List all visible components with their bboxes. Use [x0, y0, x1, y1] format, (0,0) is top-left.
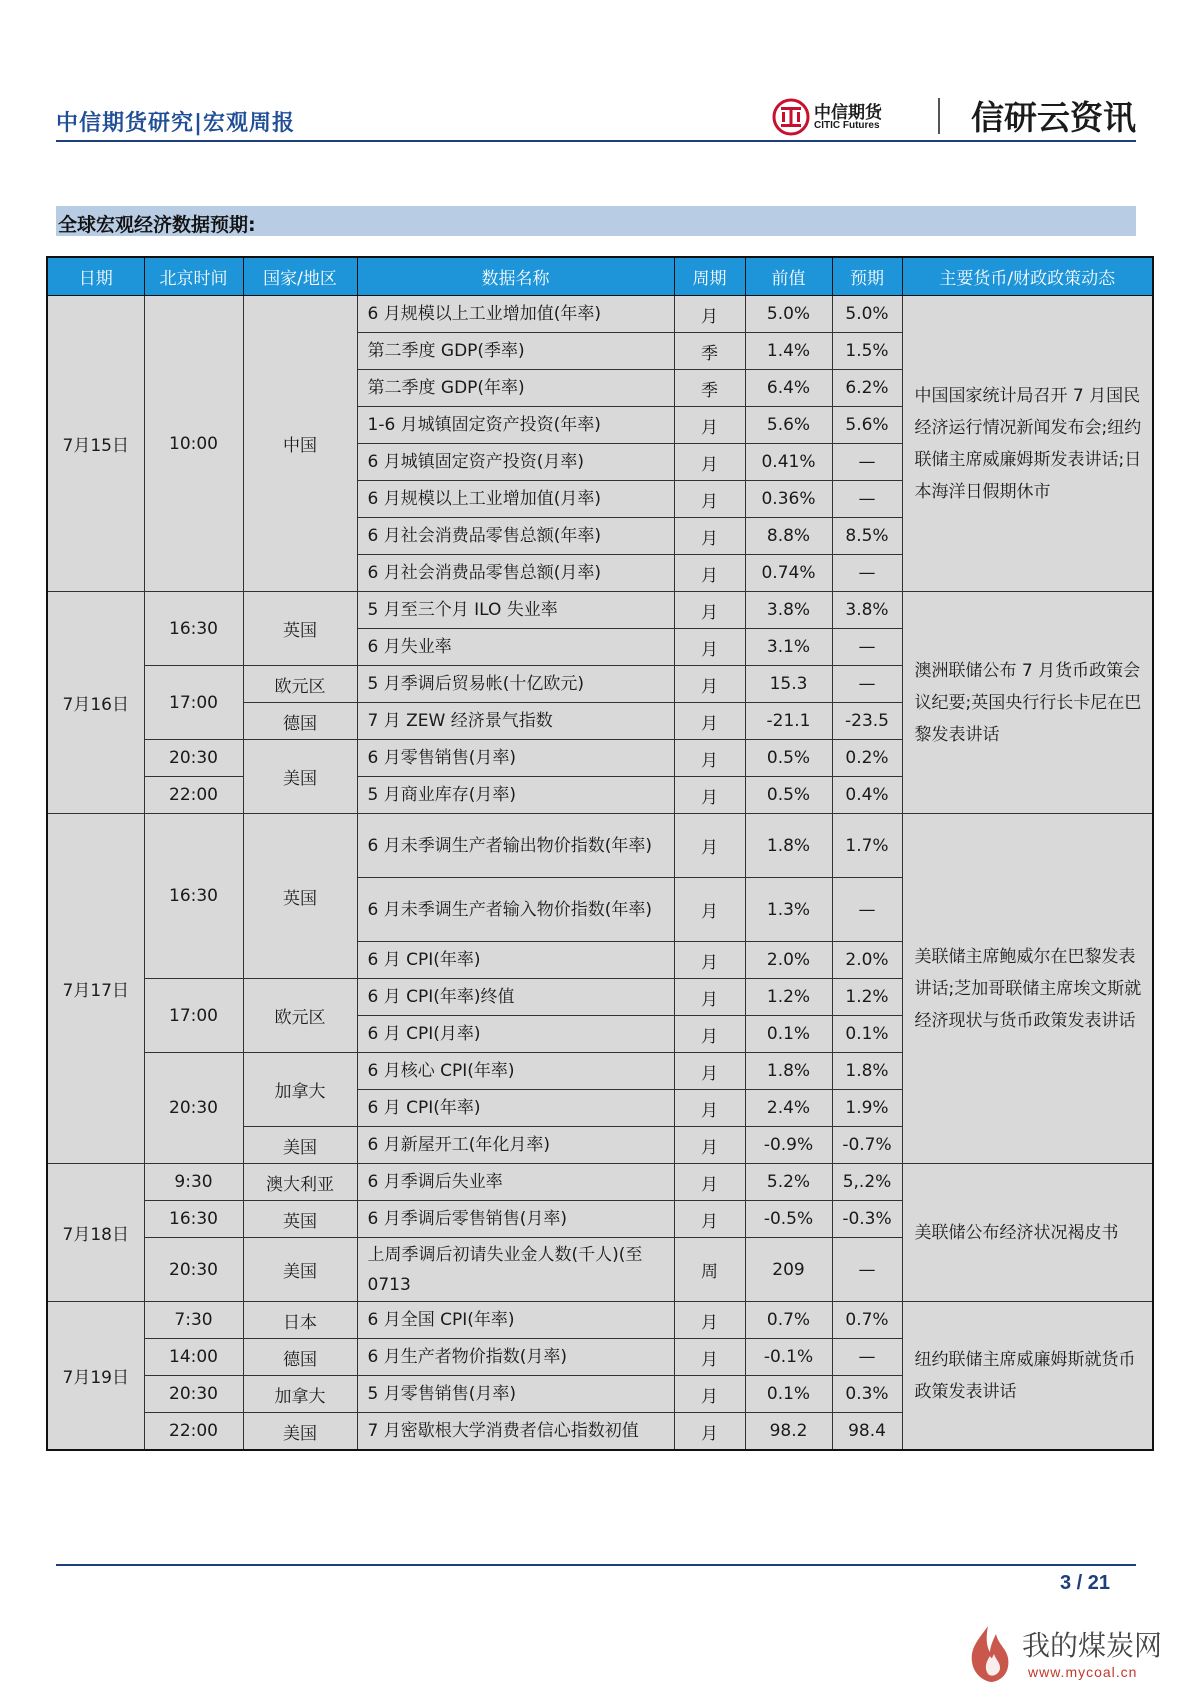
- time-cell: 20:30: [144, 1238, 243, 1302]
- forecast-cell: 1.2%: [832, 979, 902, 1016]
- col-header-period: 周期: [674, 257, 745, 296]
- country-cell: 中国: [243, 296, 357, 592]
- prev-value-cell: 0.74%: [745, 555, 832, 592]
- policy-cell: 澳洲联储公布 7 月货币政策会议纪要;英国央行行长卡尼在巴黎发表讲话: [902, 592, 1153, 814]
- forecast-cell: 1.7%: [832, 814, 902, 878]
- period-cell: 月: [674, 1090, 745, 1127]
- policy-cell: 美联储主席鲍威尔在巴黎发表讲话;芝加哥联储主席埃文斯就经济现状与货币政策发表讲话: [902, 814, 1153, 1164]
- forecast-cell: —: [832, 1339, 902, 1376]
- indicator-name-cell: 7 月 ZEW 经济景气指数: [357, 703, 674, 740]
- date-cell: 7月17日: [47, 814, 144, 1164]
- prev-value-cell: -0.5%: [745, 1201, 832, 1238]
- forecast-cell: —: [832, 555, 902, 592]
- prev-value-cell: 0.1%: [745, 1016, 832, 1053]
- country-cell: 日本: [243, 1302, 357, 1339]
- country-cell: 德国: [243, 1339, 357, 1376]
- period-cell: 月: [674, 481, 745, 518]
- col-header-name: 数据名称: [357, 257, 674, 296]
- forecast-cell: -0.3%: [832, 1201, 902, 1238]
- prev-value-cell: 2.4%: [745, 1090, 832, 1127]
- citic-futures-logo: [772, 96, 914, 136]
- time-cell: 7:30: [144, 1302, 243, 1339]
- prev-value-cell: 5.2%: [745, 1164, 832, 1201]
- section-title: 全球宏观经济数据预期:: [58, 214, 256, 236]
- brand-name: 信研云资讯: [971, 98, 1136, 137]
- indicator-name-cell: 6 月核心 CPI(年率): [357, 1053, 674, 1090]
- indicator-name-cell: 5 月零售销售(月率): [357, 1376, 674, 1413]
- indicator-name-cell: 6 月未季调生产者输出物价指数(年率): [357, 814, 674, 878]
- time-cell: 16:30: [144, 1201, 243, 1238]
- forecast-cell: -0.7%: [832, 1127, 902, 1164]
- prev-value-cell: 1.2%: [745, 979, 832, 1016]
- period-cell: 月: [674, 1376, 745, 1413]
- logo-cn-text: 中信期货: [814, 103, 882, 123]
- indicator-name-cell: 5 月季调后贸易帐(十亿欧元): [357, 666, 674, 703]
- country-cell: 美国: [243, 1238, 357, 1302]
- time-cell: 16:30: [144, 592, 243, 666]
- prev-value-cell: 0.5%: [745, 777, 832, 814]
- table-row: [47, 1302, 1153, 1339]
- indicator-name-cell: 7 月密歇根大学消费者信心指数初值: [357, 1413, 674, 1451]
- prev-value-cell: 2.0%: [745, 942, 832, 979]
- period-cell: 月: [674, 666, 745, 703]
- period-cell: 月: [674, 1127, 745, 1164]
- indicator-name-cell: 6 月生产者物价指数(月率): [357, 1339, 674, 1376]
- period-cell: 月: [674, 296, 745, 333]
- period-cell: 月: [674, 740, 745, 777]
- forecast-cell: —: [832, 444, 902, 481]
- footer-rule: [56, 1564, 1136, 1566]
- report-title: 中信期货研究|宏观周报: [56, 111, 296, 136]
- period-cell: 月: [674, 518, 745, 555]
- col-header-time: 北京时间: [144, 257, 243, 296]
- forecast-cell: 1.9%: [832, 1090, 902, 1127]
- forecast-cell: 0.3%: [832, 1376, 902, 1413]
- time-cell: 10:00: [144, 296, 243, 592]
- period-cell: 月: [674, 1413, 745, 1451]
- prev-value-cell: 1.4%: [745, 333, 832, 370]
- site-watermark: [960, 1620, 1180, 1690]
- period-cell: 月: [674, 444, 745, 481]
- prev-value-cell: 98.2: [745, 1413, 832, 1451]
- time-cell: 20:30: [144, 740, 243, 777]
- period-cell: 月: [674, 407, 745, 444]
- time-cell: 17:00: [144, 979, 243, 1053]
- forecast-cell: 1.8%: [832, 1053, 902, 1090]
- indicator-name-cell: 第二季度 GDP(年率): [357, 370, 674, 407]
- indicator-name-cell: 1-6 月城镇固定资产投资(年率): [357, 407, 674, 444]
- prev-value-cell: 3.1%: [745, 629, 832, 666]
- prev-value-cell: 1.8%: [745, 814, 832, 878]
- country-cell: 美国: [243, 1127, 357, 1164]
- indicator-name-cell: 6 月社会消费品零售总额(月率): [357, 555, 674, 592]
- date-cell: 7月16日: [47, 592, 144, 814]
- period-cell: 月: [674, 942, 745, 979]
- indicator-name-cell: 6 月季调后失业率: [357, 1164, 674, 1201]
- period-cell: 月: [674, 979, 745, 1016]
- period-cell: 月: [674, 592, 745, 629]
- forecast-cell: 0.4%: [832, 777, 902, 814]
- forecast-cell: 8.5%: [832, 518, 902, 555]
- country-cell: 欧元区: [243, 666, 357, 703]
- watermark-name: 我的煤炭网: [1022, 1629, 1163, 1662]
- indicator-name-cell: 6 月失业率: [357, 629, 674, 666]
- forecast-cell: 0.7%: [832, 1302, 902, 1339]
- prev-value-cell: -21.1: [745, 703, 832, 740]
- forecast-cell: —: [832, 1238, 902, 1302]
- header-rule: [56, 140, 1136, 142]
- forecast-cell: —: [832, 666, 902, 703]
- policy-cell: 纽约联储主席威廉姆斯就货币政策发表讲话: [902, 1302, 1153, 1451]
- indicator-name-cell: 第二季度 GDP(季率): [357, 333, 674, 370]
- country-cell: 欧元区: [243, 979, 357, 1053]
- indicator-name-cell: 6 月规模以上工业增加值(年率): [357, 296, 674, 333]
- forecast-cell: 0.2%: [832, 740, 902, 777]
- table-row: [47, 814, 1153, 878]
- forecast-cell: —: [832, 878, 902, 942]
- prev-value-cell: 0.1%: [745, 1376, 832, 1413]
- country-cell: 德国: [243, 703, 357, 740]
- table-row: [47, 1164, 1153, 1201]
- flame-logo-icon: [960, 1622, 1016, 1686]
- indicator-name-cell: 上周季调后初请失业金人数(千人)(至 0713: [357, 1238, 674, 1302]
- prev-value-cell: 15.3: [745, 666, 832, 703]
- prev-value-cell: 1.8%: [745, 1053, 832, 1090]
- forecast-cell: 5,.2%: [832, 1164, 902, 1201]
- period-cell: 月: [674, 555, 745, 592]
- indicator-name-cell: 6 月社会消费品零售总额(年率): [357, 518, 674, 555]
- prev-value-cell: 209: [745, 1238, 832, 1302]
- period-cell: 月: [674, 878, 745, 942]
- period-cell: 月: [674, 1016, 745, 1053]
- country-cell: 美国: [243, 1413, 357, 1451]
- time-cell: 14:00: [144, 1339, 243, 1376]
- period-cell: 月: [674, 1302, 745, 1339]
- prev-value-cell: 3.8%: [745, 592, 832, 629]
- indicator-name-cell: 6 月 CPI(月率): [357, 1016, 674, 1053]
- time-cell: 17:00: [144, 666, 243, 740]
- time-cell: 20:30: [144, 1053, 243, 1164]
- forecast-cell: 5.0%: [832, 296, 902, 333]
- citic-logo-icon: [772, 98, 810, 136]
- forecast-cell: 5.6%: [832, 407, 902, 444]
- indicator-name-cell: 6 月未季调生产者输入物价指数(年率): [357, 878, 674, 942]
- indicator-name-cell: 6 月全国 CPI(年率): [357, 1302, 674, 1339]
- period-cell: 月: [674, 777, 745, 814]
- prev-value-cell: 0.5%: [745, 740, 832, 777]
- page-number: 3 / 21: [1060, 1572, 1111, 1594]
- policy-cell: 中国国家统计局召开 7 月国民经济运行情况新闻发布会;纽约联储主席威廉姆斯发表讲话;日本海洋日假期休市: [902, 296, 1153, 592]
- prev-value-cell: 6.4%: [745, 370, 832, 407]
- forecast-cell: 1.5%: [832, 333, 902, 370]
- time-cell: 16:30: [144, 814, 243, 979]
- logo-separator: [938, 98, 940, 134]
- col-header-forecast: 预期: [832, 257, 902, 296]
- country-cell: 英国: [243, 814, 357, 979]
- indicator-name-cell: 5 月商业库存(月率): [357, 777, 674, 814]
- col-header-policy: 主要货币/财政政策动态: [902, 257, 1153, 296]
- indicator-name-cell: 6 月城镇固定资产投资(月率): [357, 444, 674, 481]
- time-cell: 22:00: [144, 1413, 243, 1451]
- forecast-cell: -23.5: [832, 703, 902, 740]
- period-cell: 季: [674, 370, 745, 407]
- section-bar: [56, 206, 1136, 236]
- country-cell: 英国: [243, 592, 357, 666]
- forecast-cell: —: [832, 481, 902, 518]
- macro-data-table: [46, 256, 1154, 1451]
- logo-en-text: CITIC Futures: [814, 120, 880, 131]
- forecast-cell: 3.8%: [832, 592, 902, 629]
- prev-value-cell: 1.3%: [745, 878, 832, 942]
- indicator-name-cell: 6 月新屋开工(年化月率): [357, 1127, 674, 1164]
- period-cell: 月: [674, 814, 745, 878]
- time-cell: 9:30: [144, 1164, 243, 1201]
- period-cell: 月: [674, 1164, 745, 1201]
- indicator-name-cell: 6 月 CPI(年率)终值: [357, 979, 674, 1016]
- prev-value-cell: -0.1%: [745, 1339, 832, 1376]
- period-cell: 季: [674, 333, 745, 370]
- date-cell: 7月19日: [47, 1302, 144, 1451]
- indicator-name-cell: 6 月 CPI(年率): [357, 1090, 674, 1127]
- country-cell: 美国: [243, 740, 357, 814]
- time-cell: 22:00: [144, 777, 243, 814]
- forecast-cell: 98.4: [832, 1413, 902, 1451]
- policy-cell: 美联储公布经济状况褐皮书: [902, 1164, 1153, 1302]
- prev-value-cell: -0.9%: [745, 1127, 832, 1164]
- table-row: [47, 296, 1153, 333]
- prev-value-cell: 0.41%: [745, 444, 832, 481]
- page-header: [56, 92, 1136, 142]
- country-cell: 英国: [243, 1201, 357, 1238]
- forecast-cell: 6.2%: [832, 370, 902, 407]
- forecast-cell: 0.1%: [832, 1016, 902, 1053]
- table-header-row: [47, 257, 1153, 296]
- country-cell: 加拿大: [243, 1053, 357, 1127]
- period-cell: 月: [674, 1339, 745, 1376]
- prev-value-cell: 0.36%: [745, 481, 832, 518]
- forecast-cell: —: [832, 629, 902, 666]
- indicator-name-cell: 6 月季调后零售销售(月率): [357, 1201, 674, 1238]
- prev-value-cell: 5.6%: [745, 407, 832, 444]
- col-header-prev: 前值: [745, 257, 832, 296]
- col-header-date: 日期: [47, 257, 144, 296]
- period-cell: 月: [674, 703, 745, 740]
- indicator-name-cell: 5 月至三个月 ILO 失业率: [357, 592, 674, 629]
- watermark-url: www.mycoal.cn: [1028, 1664, 1138, 1680]
- period-cell: 月: [674, 1201, 745, 1238]
- prev-value-cell: 5.0%: [745, 296, 832, 333]
- date-cell: 7月15日: [47, 296, 144, 592]
- indicator-name-cell: 6 月 CPI(年率): [357, 942, 674, 979]
- forecast-cell: 2.0%: [832, 942, 902, 979]
- indicator-name-cell: 6 月零售销售(月率): [357, 740, 674, 777]
- date-cell: 7月18日: [47, 1164, 144, 1302]
- time-cell: 20:30: [144, 1376, 243, 1413]
- table-row: [47, 592, 1153, 629]
- prev-value-cell: 8.8%: [745, 518, 832, 555]
- period-cell: 月: [674, 629, 745, 666]
- indicator-name-cell: 6 月规模以上工业增加值(月率): [357, 481, 674, 518]
- period-cell: 周: [674, 1238, 745, 1302]
- period-cell: 月: [674, 1053, 745, 1090]
- col-header-country: 国家/地区: [243, 257, 357, 296]
- country-cell: 加拿大: [243, 1376, 357, 1413]
- country-cell: 澳大利亚: [243, 1164, 357, 1201]
- prev-value-cell: 0.7%: [745, 1302, 832, 1339]
